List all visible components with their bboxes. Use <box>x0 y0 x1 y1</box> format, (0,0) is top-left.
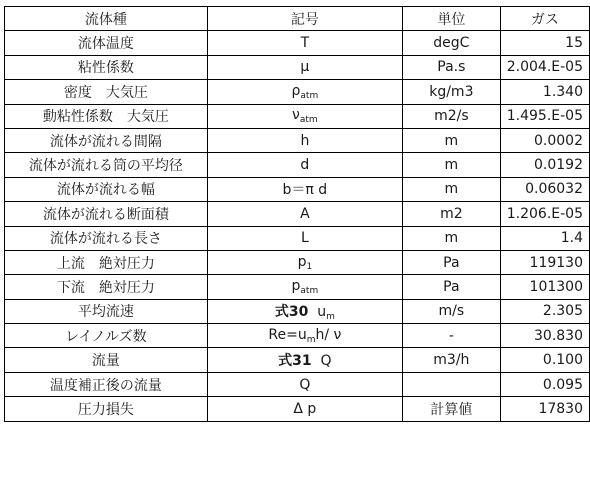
header-value[interactable]: ガス <box>500 7 589 31</box>
table-row <box>5 128 590 152</box>
symbol-cell[interactable]: μ <box>207 55 402 79</box>
value-cell[interactable]: 2.004.E-05 <box>500 55 589 79</box>
param-name-cell[interactable]: 流体が流れる長さ <box>5 226 208 250</box>
value-cell[interactable]: 17830 <box>500 397 589 421</box>
table-row <box>5 299 590 323</box>
table-row <box>5 80 590 104</box>
value-cell[interactable]: 1.495.E-05 <box>500 104 589 128</box>
unit-cell[interactable]: m <box>403 177 501 201</box>
param-name-cell[interactable]: 粘性係数 <box>5 55 208 79</box>
value-cell[interactable]: 0.0002 <box>500 128 589 152</box>
param-name-cell[interactable]: 流体が流れる幅 <box>5 177 208 201</box>
table-row <box>5 397 590 421</box>
unit-cell[interactable]: m3/h <box>403 348 501 372</box>
table-row <box>5 104 590 128</box>
param-name-cell[interactable]: レイノルズ数 <box>5 324 208 348</box>
header-symbol[interactable]: 記号 <box>207 7 402 31</box>
table-header-row <box>5 7 590 31</box>
symbol-subscript: m <box>326 311 335 322</box>
value-cell[interactable]: 1.206.E-05 <box>500 202 589 226</box>
symbol-cell[interactable]: Δ p <box>207 397 402 421</box>
table-row <box>5 324 590 348</box>
formula-ref: 式30 <box>274 303 309 320</box>
header-unit[interactable]: 単位 <box>403 7 501 31</box>
header-name[interactable]: 流体種 <box>5 7 208 31</box>
symbol-cell[interactable]: b＝π d <box>207 177 402 201</box>
unit-cell[interactable]: Pa <box>403 275 501 299</box>
symbol-cell[interactable] <box>207 348 402 372</box>
unit-cell[interactable]: m/s <box>403 299 501 323</box>
param-name-cell[interactable]: 下流 絶対圧力 <box>5 275 208 299</box>
table-row <box>5 250 590 274</box>
value-cell[interactable]: 2.305 <box>500 299 589 323</box>
symbol-main: p <box>291 277 301 294</box>
value-cell[interactable]: 0.06032 <box>500 177 589 201</box>
unit-cell[interactable]: Pa.s <box>403 55 501 79</box>
value-cell[interactable]: 1.340 <box>500 80 589 104</box>
table-row <box>5 153 590 177</box>
param-name-cell[interactable]: 圧力損失 <box>5 397 208 421</box>
symbol-cell[interactable]: A <box>207 202 402 226</box>
table-row <box>5 202 590 226</box>
symbol-cell[interactable] <box>207 324 402 348</box>
symbol-subscript: atm <box>300 285 319 296</box>
symbol-main: p <box>297 253 307 270</box>
param-name-cell[interactable]: 流体が流れる間隔 <box>5 128 208 152</box>
param-name-cell[interactable]: 動粘性係数 大気圧 <box>5 104 208 128</box>
param-name-cell[interactable]: 流量 <box>5 348 208 372</box>
unit-cell[interactable]: m <box>403 128 501 152</box>
value-cell[interactable]: 1.4 <box>500 226 589 250</box>
table-row <box>5 55 590 79</box>
symbol-subscript: m <box>306 334 316 345</box>
value-cell[interactable]: 30.830 <box>500 324 589 348</box>
symbol-subscript: atm <box>300 90 319 101</box>
symbol-main: ν <box>292 107 300 124</box>
unit-cell[interactable]: kg/m3 <box>403 80 501 104</box>
symbol-cell[interactable] <box>207 80 402 104</box>
unit-cell[interactable]: m2/s <box>403 104 501 128</box>
value-cell[interactable]: 0.100 <box>500 348 589 372</box>
unit-cell[interactable]: m2 <box>403 202 501 226</box>
param-name-cell[interactable]: 流体が流れる断面積 <box>5 202 208 226</box>
fluid-parameter-table <box>4 6 590 422</box>
table-row <box>5 31 590 55</box>
symbol-cell[interactable] <box>207 250 402 274</box>
symbol-subscript: 1 <box>306 261 313 272</box>
param-name-cell[interactable]: 上流 絶対圧力 <box>5 250 208 274</box>
unit-cell[interactable]: degC <box>403 31 501 55</box>
param-name-cell[interactable]: 流体が流れる筒の平均径 <box>5 153 208 177</box>
value-cell[interactable]: 0.095 <box>500 372 589 396</box>
value-cell[interactable]: 15 <box>500 31 589 55</box>
symbol-post: h/ ν <box>315 326 342 343</box>
symbol-cell[interactable]: T <box>207 31 402 55</box>
symbol-cell[interactable]: Q <box>207 372 402 396</box>
symbol-cell[interactable] <box>207 299 402 323</box>
symbol-main: ρ <box>291 82 301 99</box>
param-name-cell[interactable]: 平均流速 <box>5 299 208 323</box>
param-name-cell[interactable]: 流体温度 <box>5 31 208 55</box>
unit-cell[interactable] <box>403 372 501 396</box>
symbol-main: u <box>317 303 327 320</box>
value-cell[interactable]: 0.0192 <box>500 153 589 177</box>
unit-cell[interactable]: Pa <box>403 250 501 274</box>
table-row <box>5 372 590 396</box>
table-row <box>5 177 590 201</box>
value-cell[interactable]: 101300 <box>500 275 589 299</box>
param-name-cell[interactable]: 温度補正後の流量 <box>5 372 208 396</box>
unit-cell[interactable]: 計算値 <box>403 397 501 421</box>
symbol-main: Q <box>320 353 332 370</box>
table-row <box>5 226 590 250</box>
value-cell[interactable]: 119130 <box>500 250 589 274</box>
symbol-subscript: atm <box>299 115 318 126</box>
table-row <box>5 275 590 299</box>
unit-cell[interactable]: m <box>403 153 501 177</box>
symbol-cell[interactable] <box>207 275 402 299</box>
symbol-cell[interactable]: L <box>207 226 402 250</box>
symbol-cell[interactable]: d <box>207 153 402 177</box>
formula-ref: 式31 <box>278 353 312 370</box>
symbol-cell[interactable] <box>207 104 402 128</box>
symbol-pre: Re=u <box>268 326 307 343</box>
unit-cell[interactable]: m <box>403 226 501 250</box>
param-name-cell[interactable]: 密度 大気圧 <box>5 80 208 104</box>
unit-cell[interactable]: - <box>403 324 501 348</box>
symbol-cell[interactable]: h <box>207 128 402 152</box>
table-row <box>5 348 590 372</box>
